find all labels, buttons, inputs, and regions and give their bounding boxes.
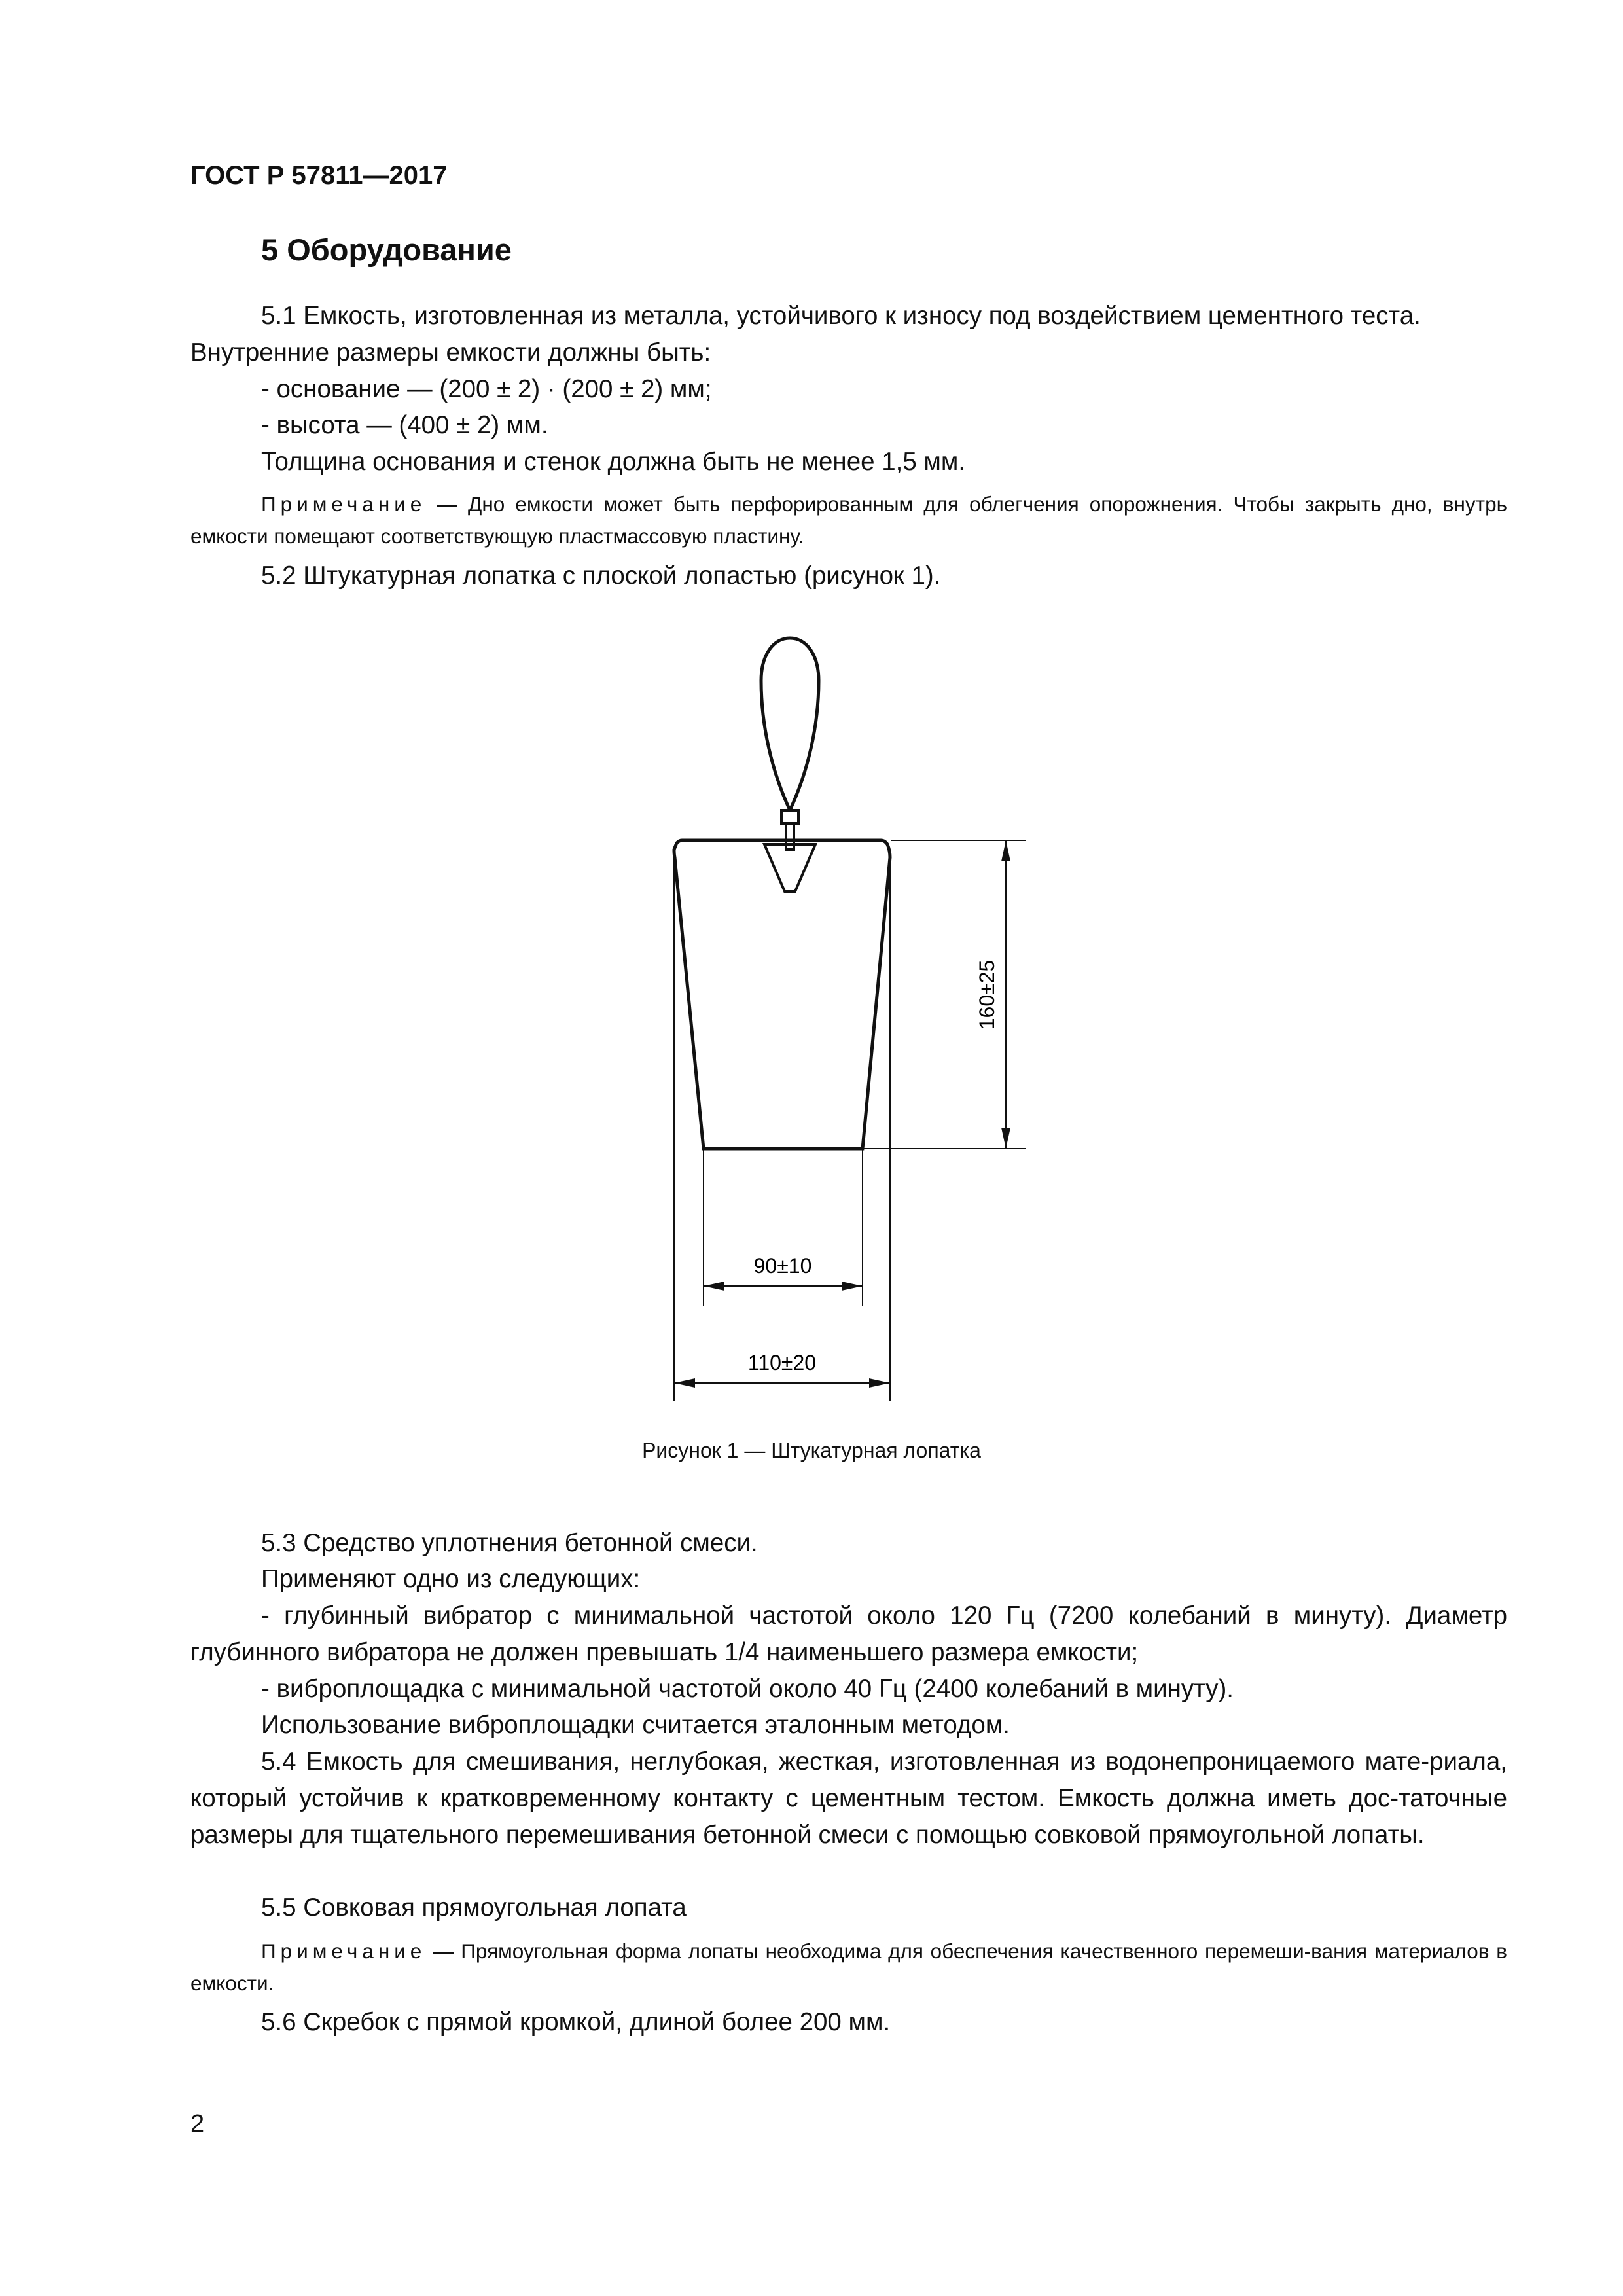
note-label: Примечание: [261, 1939, 427, 1963]
paragraph-5-1: 5.1 Емкость, изготовленная из металла, устойчивого к износу под воздействием цементного теста.: [261, 302, 1421, 330]
list-item-base: - основание — (200 ± 2) · (200 ± 2) мм;: [261, 375, 712, 403]
section-title: 5 Оборудование: [261, 232, 512, 267]
dim-top-label: 110±20: [747, 1351, 817, 1374]
document-header: ГОСТ Р 57811—2017: [190, 161, 448, 190]
note-label: Примечание: [261, 492, 427, 516]
note-2: [190, 1935, 1507, 2000]
bottom-arrow-left: [704, 1282, 724, 1291]
paragraph-5-3: 5.3 Средство уплотнения бетонной смеси.: [261, 1529, 758, 1557]
dim-bottom-label: 90±10: [753, 1254, 812, 1278]
figure-caption: Рисунок 1 — Штукатурная лопатка: [642, 1439, 981, 1462]
paragraph-reference-method: Использование виброплощадки считается эталонным методом.: [261, 1711, 1010, 1739]
top-arrow-right: [869, 1378, 890, 1388]
height-arrow-top: [1001, 840, 1010, 861]
paragraph-5-2: 5.2 Штукатурная лопатка с плоской лопастью (рисунок 1).: [261, 562, 941, 590]
height-arrow-bottom: [1001, 1128, 1010, 1149]
paragraph-5-3-intro: Применяют одно из следующих:: [261, 1565, 641, 1593]
paragraph-5-5: 5.5 Совковая прямоугольная лопата: [261, 1893, 687, 1922]
note-text: — Прямоугольная форма лопаты необходима для обеспечения качественного перемеши-вания материалов в емкости.: [190, 1939, 1507, 1995]
paragraph-5-6: 5.6 Скребок с прямой кромкой, длиной более 200 мм.: [261, 2008, 891, 2036]
list-item-vibro-table: - виброплощадка с минимальной частотой около 40 Гц (2400 колебаний в минуту).: [261, 1675, 1234, 1703]
trowel-tang: [764, 844, 815, 891]
top-arrow-left: [674, 1378, 695, 1388]
bottom-arrow-right: [842, 1282, 863, 1291]
paragraph-5-1-cont: Внутренние размеры емкости должны быть:: [190, 338, 711, 367]
dim-height-label: 160±25: [975, 960, 999, 1030]
page-number: 2: [190, 2110, 205, 2138]
paragraph-thickness: Толщина основания и стенок должна быть не менее 1,5 мм.: [261, 448, 966, 476]
note-text: — Дно емкости может быть перфорированным для облегчения опорожнения. Чтобы закрыть дно, внутрь емкости помещают соответствующую пластмассовую пластину.: [190, 492, 1507, 548]
trowel-handle: [761, 638, 819, 810]
list-item-vibrator: - глубинный вибратор с минимальной частотой около 120 Гц (7200 колебаний в минуту). Диаметр глубинного вибратора не должен превышать 1/4 наименьшего размера емкости;: [190, 1602, 1507, 1666]
trowel-ferrule: [781, 810, 798, 823]
paragraph-5-4: 5.4 Емкость для смешивания, неглубокая, жесткая, изготовленная из водонепроницаемого мате-риала, который устойчив к кратковременному контакту с цементным тестом. Емкость должна иметь дос-таточные размеры для тщательного перемешивания бетонной смеси с помощью совковой прямоугольной лопаты.: [190, 1748, 1507, 1849]
list-item-height: - высота — (400 ± 2) мм.: [261, 411, 548, 439]
